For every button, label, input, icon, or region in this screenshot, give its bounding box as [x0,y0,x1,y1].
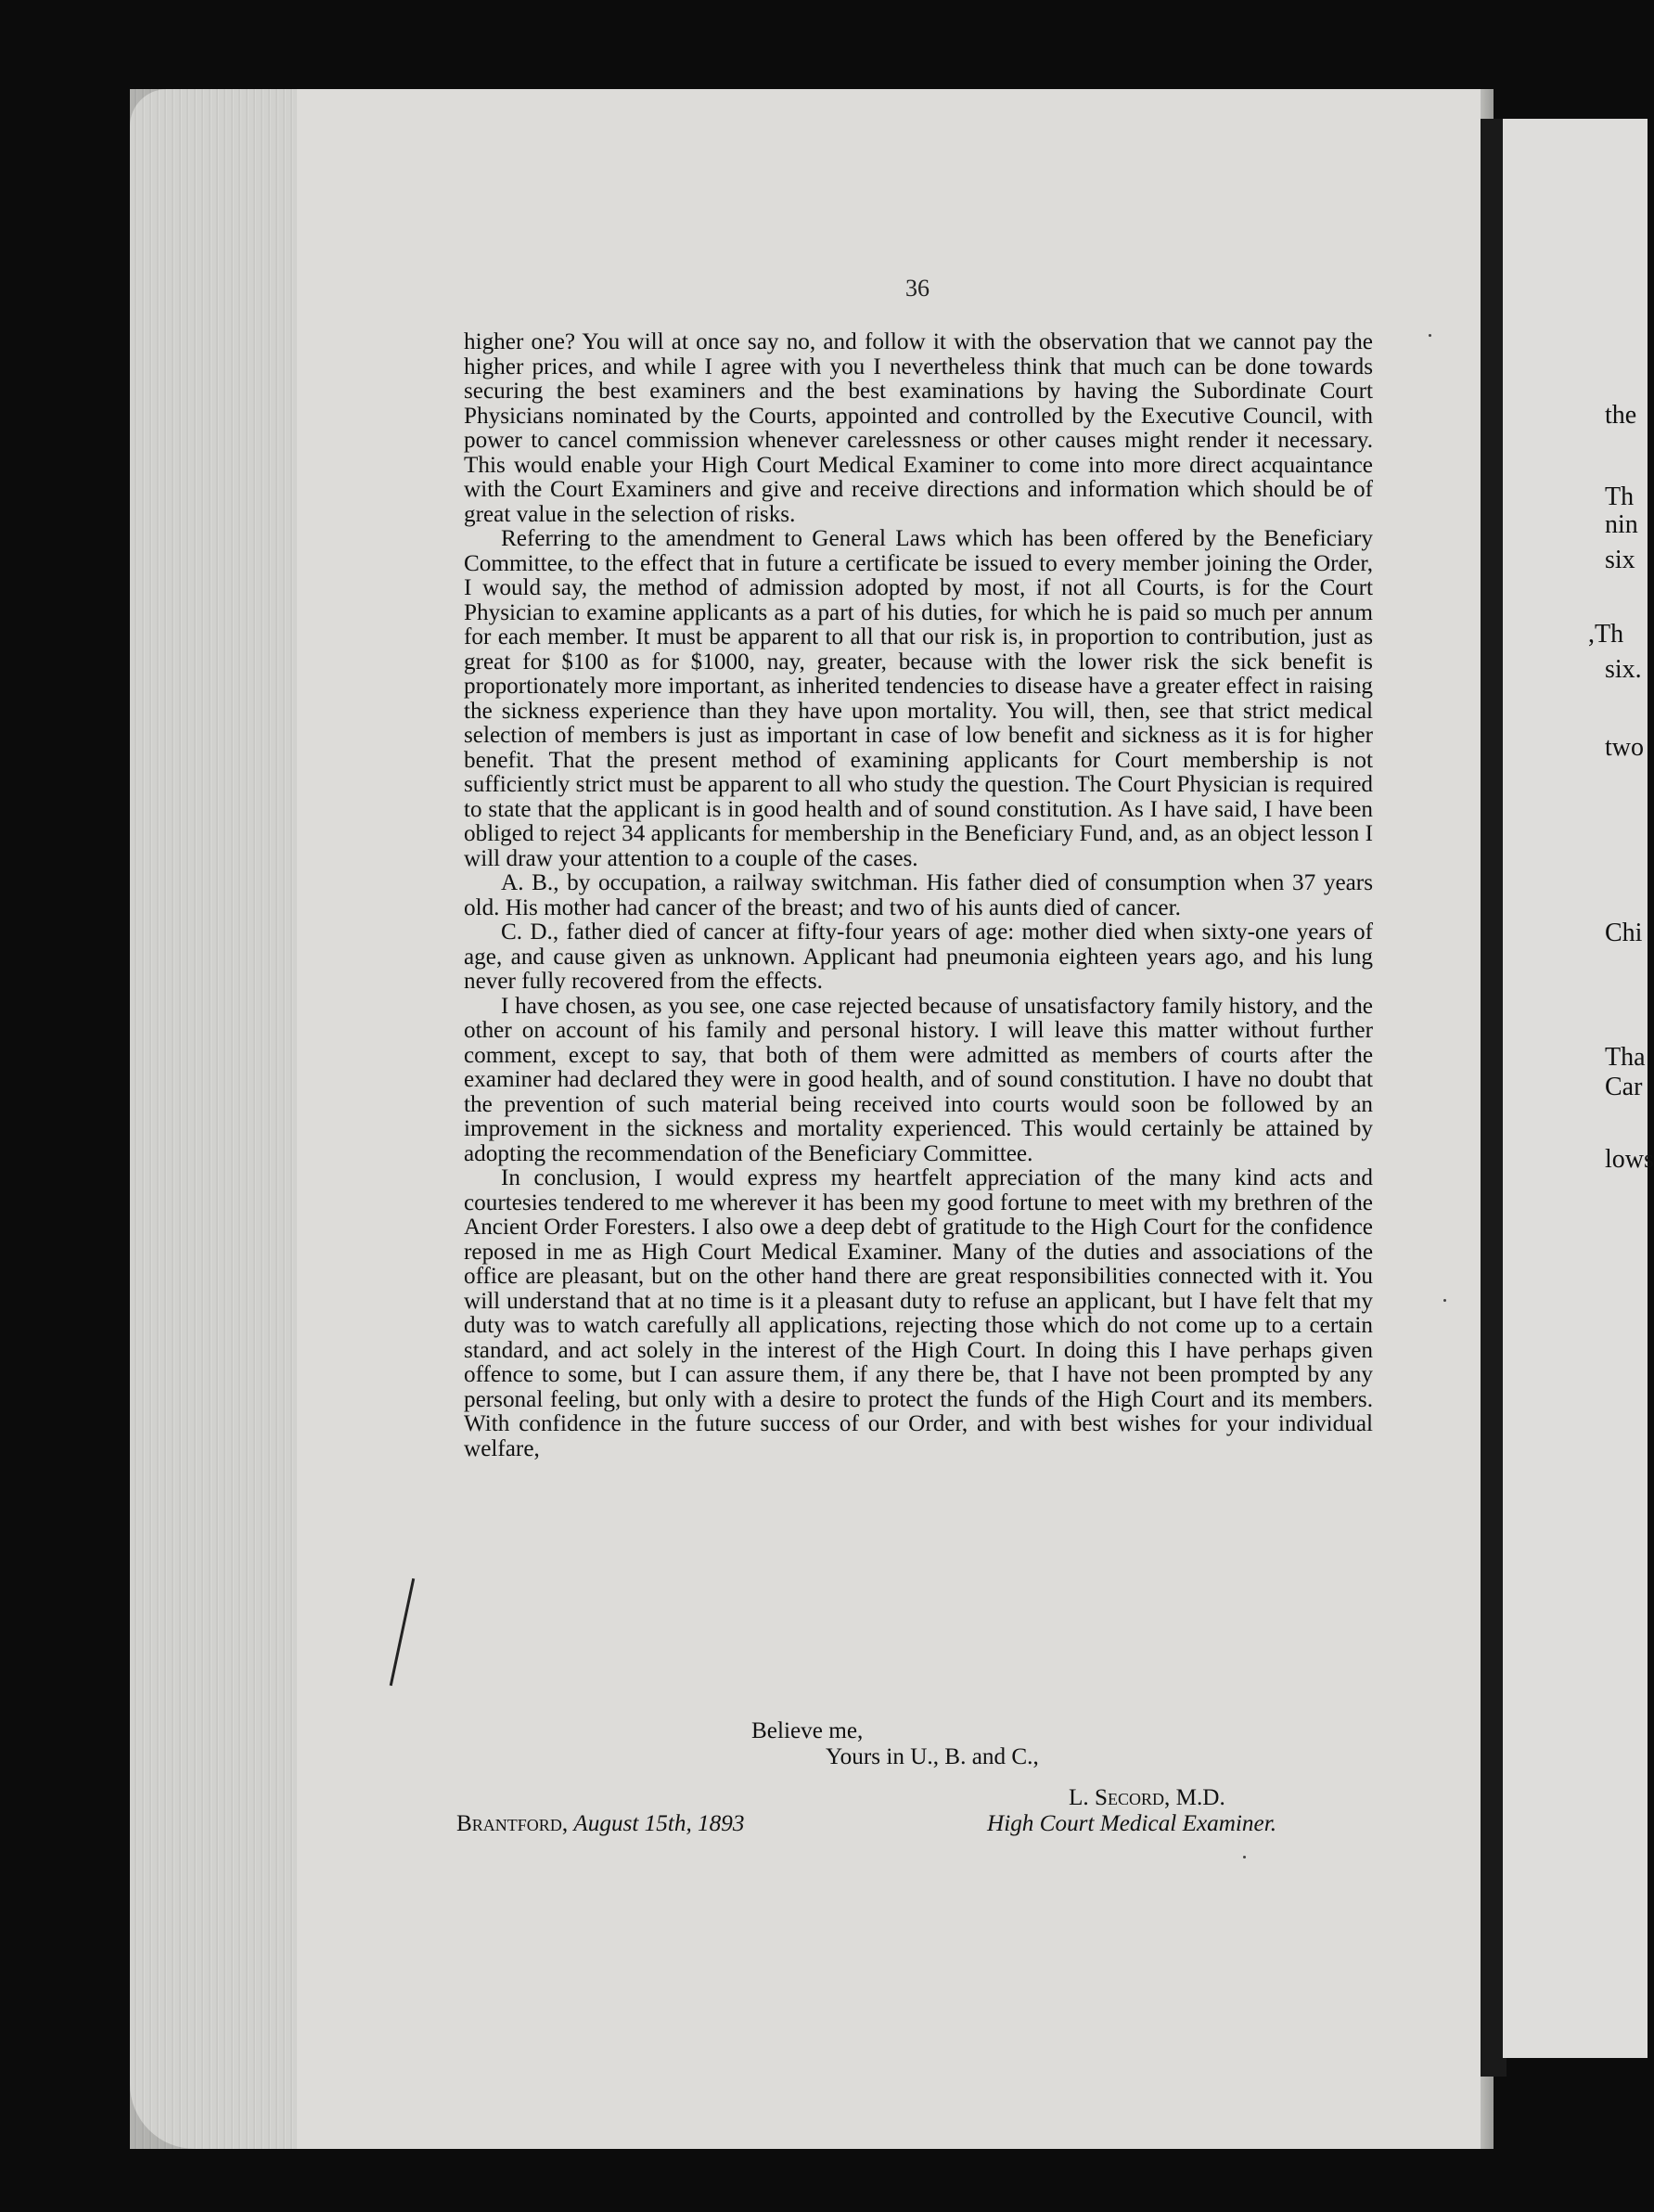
place: Brantford, [456,1811,569,1836]
right-fragment: the [1605,401,1637,430]
right-fragment: Th [1605,482,1635,511]
right-fragment: six. [1605,655,1642,684]
paper-speck [1443,1299,1446,1302]
paper-speck [1429,334,1431,337]
letter-body [464,330,1373,1461]
right-fragment: Tha [1605,1043,1646,1072]
right-fragment: nin [1605,510,1638,539]
paragraph: In conclusion, I would express my heartfelt appreciation of the many kind acts and courtesies tendered to me wherever it has been my good fortune to meet with my brethren of the Ancient Order Foresters. I also owe a deep debt of gratitude to the High Court for the confidence reposed in me as High Court Medical Examiner. Many of the duties and associations of the office are pleasant, but on the other hand there are great responsibilities connected with it. You will understand that at no time is it a pleasant duty to refuse an applicant, but I have felt that my duty was to watch carefully all applications, rejecting those which do not come up to a certain standard, and act solely in the interest of the High Court. In doing this I have perhaps given offence to some, but I can assure them, if any there be, that I have not been prompted by any personal feeling, but only with a desire to protect the funds of the High Court and its members. With confidence in the future success of our Order, and with best wishes for your individual welfare, [464,1165,1373,1461]
signer-title: High Court Medical Examiner. [987,1811,1277,1836]
right-fragment: lows [1605,1145,1654,1174]
signer-name: L. Secord, M.D. [1069,1785,1225,1810]
right-fragment: Car [1605,1073,1643,1101]
page-fore-edge [130,89,297,2149]
right-fragment: six [1605,546,1635,574]
valediction: Yours in U., B. and C., [826,1744,1039,1769]
paper-speck [1243,1856,1246,1858]
page-number: 36 [905,275,930,302]
paragraph: C. D., father died of cancer at fifty-four years of age: mother died when sixty-one years of age, and cause given as unknown. Applicant had pneumonia eighteen years ago, and his lung never fully recovered from the effects. [464,920,1373,994]
right-fragment: Chi [1605,919,1643,947]
paragraph: A. B., by occupation, a railway switchman. His father died of consumption when 37 years old. His mother had cancer of the breast; and two of his aunts died of cancer. [464,870,1373,920]
salutation: Believe me, [751,1718,864,1743]
right-fragment: two [1605,733,1644,762]
place-date [456,1811,744,1837]
date: August 15th, 1893 [573,1811,745,1836]
paragraph: higher one? You will at once say no, and follow it with the observation that we cannot pay the higher prices, and while I agree with you I nevertheless think that much can be done towards securing the best examiners and the best examinations by having the Subordinate Court Physicians nominated by the Courts, appointed and controlled by the Executive Council, with power to cancel commission whenever carelessness or other causes might render it necessary. This would enable your High Court Medical Examiner to come into more direct acquaintance with the Court Examiners and give and receive directions and information which should be of great value in the selection of risks. [464,329,1373,527]
right-fragment: ,Th [1588,620,1624,649]
paragraph: I have chosen, as you see, one case rejected because of unsatisfactory family history, and the other on account of his family and personal history. I will leave this matter without further comment, except to say, that both of them were admitted as members of courts after the examiner had declared they were in good health, and of sound constitution. I have no doubt that the prevention of such material being received into courts would soon be followed by an improvement in the sickness and mortality experienced. This would certainly be attained by adopting the recommendation of the Beneficiary Committee. [464,993,1373,1166]
paragraph: Referring to the amendment to General Laws which has been offered by the Beneficiary Committee, to the effect that in future a certificate be issued to every member joining the Order, I would say, the method of admission adopted by most, if not all Courts, is for the Court Physician to examine applicants as a part of his duties, for which he is paid so much per annum for each member. It must be apparent to all that our risk is, in proportion to contribution, just as great for $100 as for $1000, nay, greater, because with the lower risk the sick benefit is proportionately more important, as inherited tendencies to disease have a greater effect in raising the sickness experience than they have upon mortality. You will, then, see that strict medical selection of members is just as important in case of low benefit and sickness as it is for higher benefit. That the present method of examining applicants for Court membership is not sufficiently strict must be apparent to all who study the question. The Court Physician is required to state that the applicant is in good health and of sound constitution. As I have said, I have been obliged to reject 34 applicants for membership in the Beneficiary Fund, and, as an object lesson I will draw your attention to a couple of the cases. [464,526,1373,871]
